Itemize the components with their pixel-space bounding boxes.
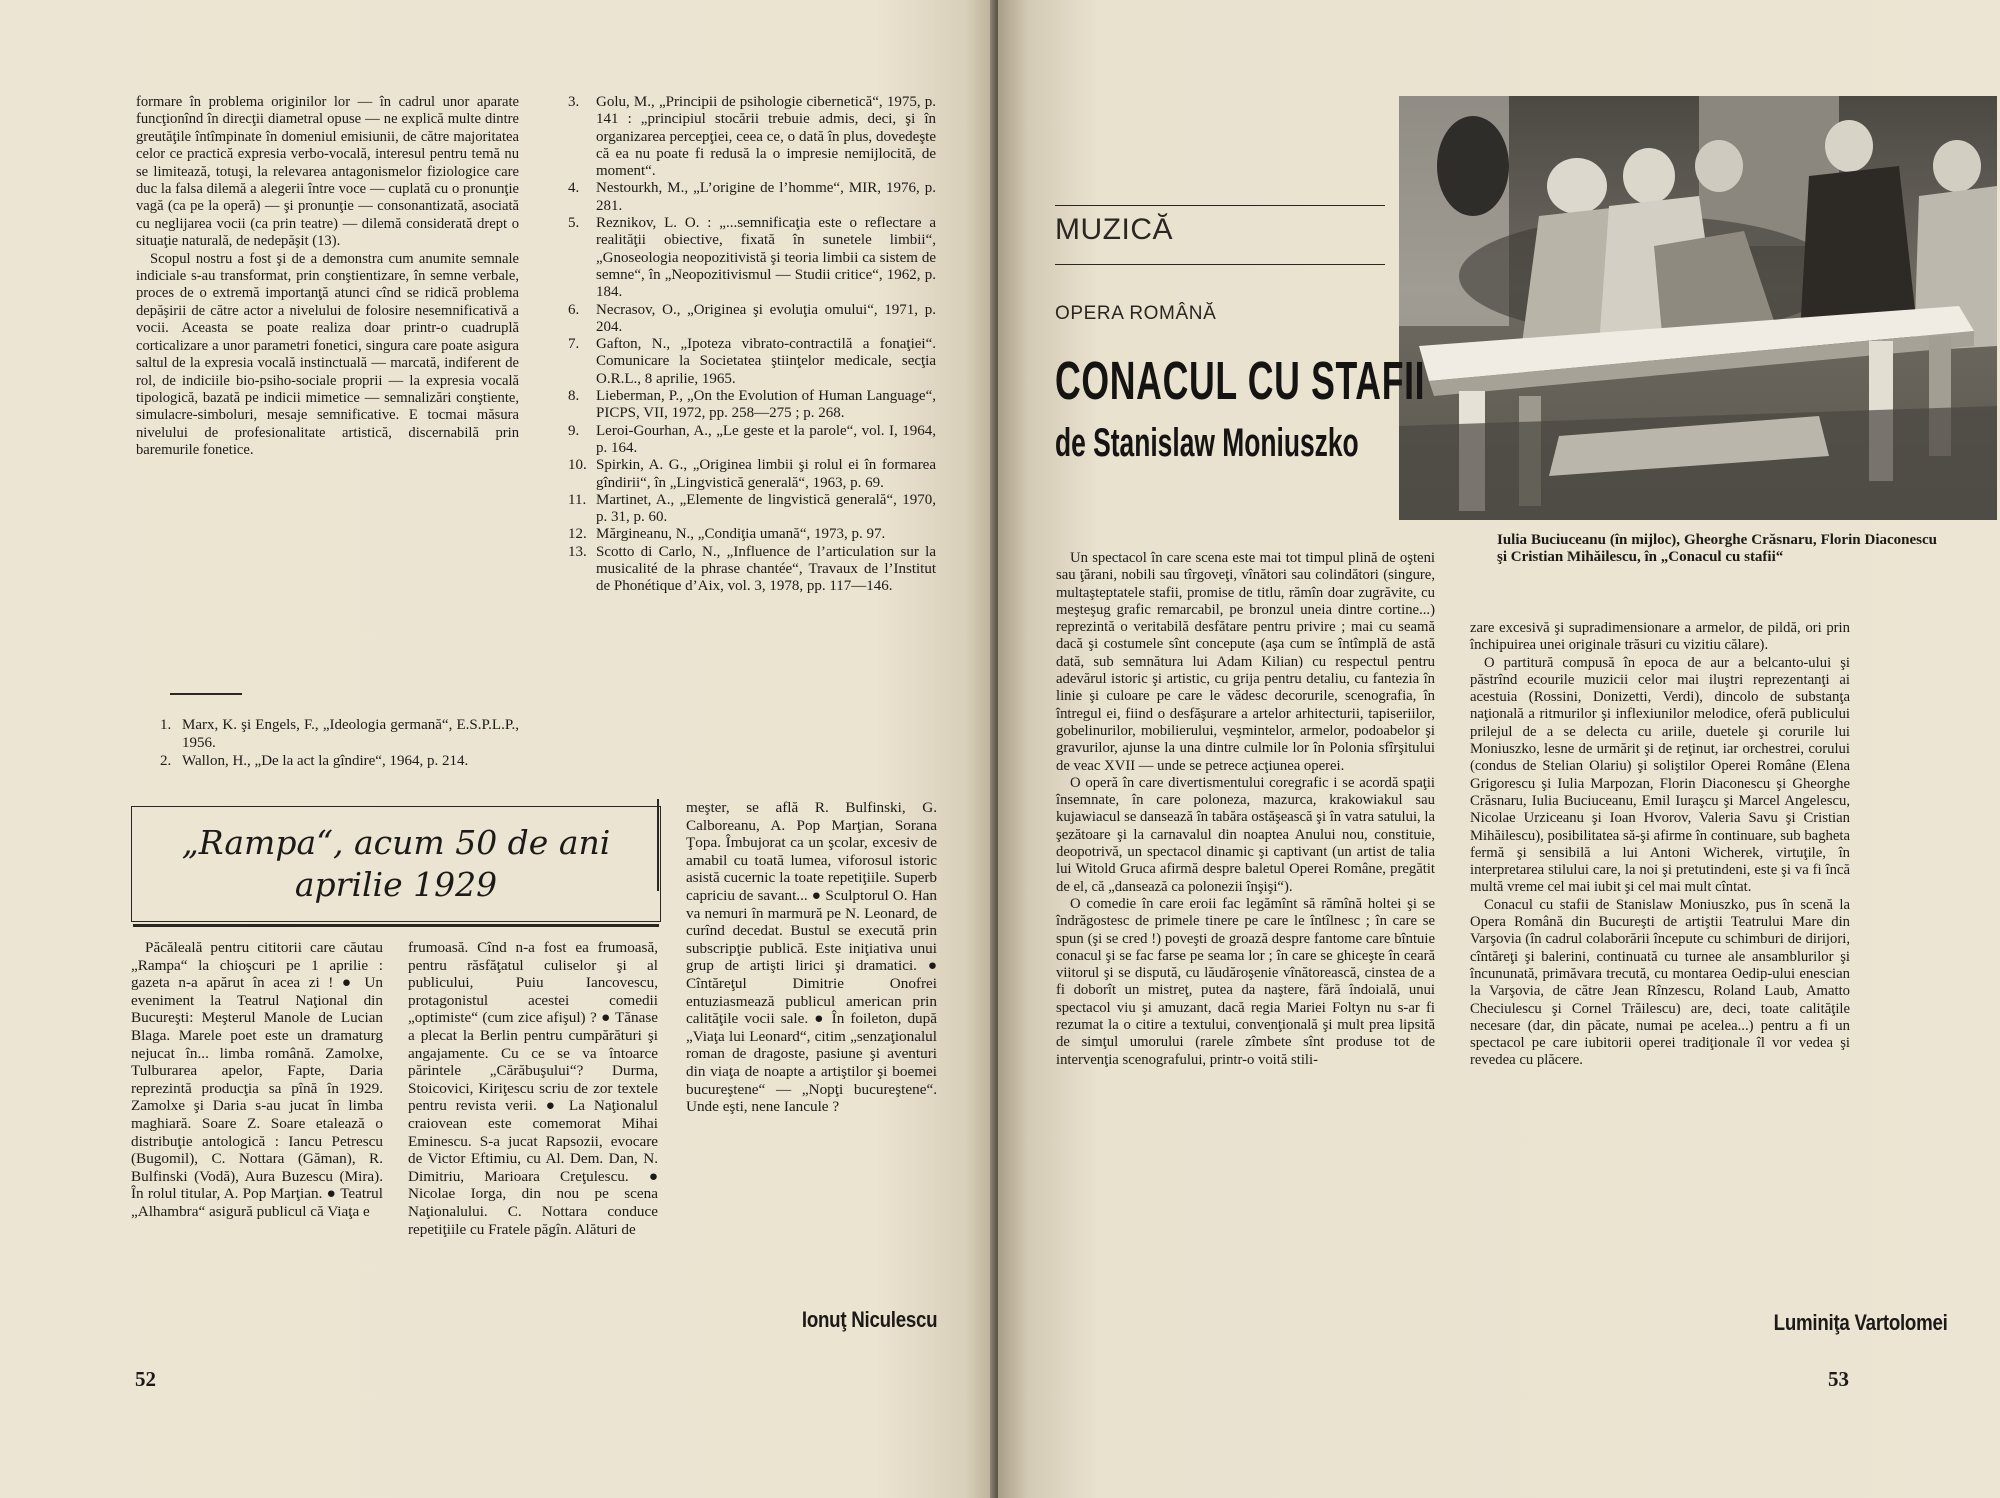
paragraph: Păcăleală pentru cititorii care căutau „Rampa“ la chioşcuri pe 1 aprilie : gazeta n-a apărut în acea zi ! ● Un eveniment la Teatrul Naţional din Bucureşti: Meşterul Manole de Lucian Blaga. Marele poet este un dramaturg nejucat în... limba română. Zamolxe, Tulburarea apelor, Fapte, Daria reprezintă producţia sa pînă în 1929. Zamolxe şi Daria s-au jucat în limba maghiară. Soare Z. Soare etalează o distribuţie antologică : Iancu Petrescu (Bugomil), C. Nottara (Găman), R. Bulfinski (Vodă), Aura Buzescu (Mira). În rolul titular, A. Pop Marţian. ● Teatrul „Alhambra“ asigură publicul că Viaţa e [131,939,383,1220]
vertical-rule [657,799,659,891]
rampa-title-box [131,806,661,922]
article-column-1 [1056,550,1435,1069]
footnote: 3. Golu, M., „Principii de psihologie cibernetică“, 1975, p. 141 : „principiul stocării trebuie admis, deci, şi în organizarea percepţiei, ceea ce, o dată în plus, dovedeşte că ea nu poate fi redusă la o impresie nemijlocită, de moment“. [568,94,936,180]
paragraph: Conacul cu stafii de Stanislaw Moniuszko, pus în scenă la Opera Română din Bucureşti de artiştii Teatrului Mare din Varşovia (în cadrul colaborării începute cu schimburi de dirijori, cîntăreţi şi balerini, continuată cu turnee ale ansamblurilor şi încununată, primăvara trecută, cu montarea Oedip-ului enescian la Varşovia, de către Jean Rînzescu, Roland Laub, Amatto Checiulescu şi Cornel Trăilescu) are, deci, toate calităţile necesare (dar, din păcate, numai pe acelea...) pentru a fi un spectacol pe care iubitorii operei tradiţionale îl vor vedea şi revedea cu plăcere. [1470,896,1850,1069]
stage-scene-image [1399,96,1997,520]
footnote: 4. Nestourkh, M., „L’origine de l’homme“, MIR, 1976, p. 281. [568,180,936,214]
paragraph: formare în problema originilor lor — în cadrul unor aparate funcţionînd în direcţii diametral opuse — ne explică multe dintre greutăţile întîmpinate în domeniul emisiunii, de către majoritatea celor ce practică expresia verbo-vocală, interesul pentru temă nu se limitează, totuşi, la relevarea antagonismelor fiziologice care duc la falsa dilemă a alegerii între voce — cuplată cu o pronunţie vagă (ca pe la operă) — şi pronunţie — consonantizată, asociată cu neglijarea vocii (ca prin teatre) — dilemă considerată drept o situaţie naturală, de nedepăşit (13). [136,94,519,250]
right-page [998,0,2000,1498]
footnote: 9. Leroi-Gourhan, A., „Le geste et la parole“, vol. I, 1964, p. 164. [568,422,936,456]
photo-caption: Iulia Buciuceanu (în mijloc), Gheorghe Crăsnaru, Florin Diaconescu şi Cristian Mihăilescu, în „Conacul cu stafii“ [1497,532,1937,565]
footnote-separator [170,693,242,695]
article-column-1 [136,94,519,460]
paragraph: Scopul nostru a fost şi de a demonstra cum anumite semnale indiciale s-au transformat, prin conştientizare, în semne verbale, proces de o extremă importanţă atunci cînd se ridică problema depăşirii de către actor a nivelului de folosire nesemnificativă a vocii. Aceasta se poate realiza doar printr-o cuadruplă corticalizare a unor parametri fonetici, singura care poate asigura saltul de la expresia vocală instinctuală — marcată, indiferent de rol, de indiciile bio-psiho-sociale proprii — la expresia vocală tipologică, bazată pe indicii mimetice — semnalizări conştiente, simulacre-simboluri, mesaje semnificative. E tocmai măsura nivelului de profesionalitate artistică, discernabilă prin baremurile fonetice. [136,250,519,459]
article-column-2 [1470,620,1850,1070]
rampa-column-2 [408,939,658,1238]
footnote: 7. Gafton, N., „Ipoteza vibrato-contractilă a fonaţiei“. Comunicare la Societatea ştiinţelor medicale, secţia O.R.L., 8 aprilie, 1965. [568,336,936,387]
footnote: 8. Lieberman, P., „On the Evolution of Human Language“, PICPS, VII, 1972, pp. 258—275 ; p. 268. [568,388,936,422]
page-number: 53 [1828,1367,1849,1391]
footnote: 12. Mărgineanu, N., „Condiţia umană“, 1973, p. 97. [568,526,886,543]
footnotes-column-2 [568,94,936,596]
footnotes-column-1 [160,716,519,770]
section-rule-top [1055,205,1385,206]
page-number: 52 [135,1367,156,1391]
rampa-column-1 [131,939,383,1221]
article-title: CONACUL CU STAFII [1055,351,1426,411]
subsection-label: OPERA ROMÂNĂ [1055,303,1217,324]
rampa-date: aprilie 1929 [294,865,498,904]
rampa-title: „Rampa“, acum 50 de ani [181,823,611,862]
left-page [0,0,995,1498]
paragraph: meşter, se află R. Bulfinski, G. Calboreanu, A. Pop Marţian, Sorana Ţopa. Îmbujorat ca un şcolar, excesiv de amabil cu toată lumea, viforosul istoric asistă cucernic la toate repetiţiile. Superb capriciu de savant... ● Sculptorul O. Han va nemuri în marmură pe N. Leonard, de curînd decedat. Bustul se execută prin subscripţie publică. Este iniţiativa unui grup de artişti lirici şi dramatici. ● Cîntăreţul Dimitrie Onofrei entuziasmează publicul american prin calităţile vocii sale. ● În foileton, după „Viaţa lui Leonard“, citim „senzaţionalul roman de dragoste, pasiune şi aventuri din viaţa de noapte a artiştilor şi boemei bucureştene“ — „Nopţi bucureştene“. Unde eşti, nene Iancule ? [686,799,937,1116]
paragraph: frumoasă. Cînd n-a fost ea frumoasă, pentru răsfăţatul culiselor şi al publicului, Puiu Iancovescu, protagonistul acestei comedii „optimiste“ (cum zice afişul) ? ● Tănase a plecat la Berlin pentru cumpărături şi angajamente. Cu ce se va întoarce părintele „Cărăbuşului“? Durma, Stoicovici, Kiriţescu scriu de zor textele pentru revista verii. ● La Naţionalul craiovean este comemorat Mihai Eminescu. S-a jucat Rapsozii, evocare de Victor Eftimiu, cu Al. Dem. Dan, N. Dimitriu, Marioara Creţulescu. ● Nicolae Iorga, din nou pe scena Naţionalului. C. Nottara conduce repetiţiile cu Fratele păgîn. Alături de [408,939,658,1238]
paragraph: O comedie în care eroii fac legămînt să rămînă holtei şi se îndrăgostesc de primele tinere pe care le întîlnesc ; în care se spun (şi se cred !) poveşti de groază despre fantome care bîntuie conacul şi se fac farse pe seama lor ; în care se ghiceşte în ceară viitorul şi se dispută, cu lăudăroşenie vînătorească, cinstea de a fi doborît un mistreţ, putea da naştere, fără îndoială, unui spectacol viu şi amuzant, dacă regia Mariei Foltyn nu s-ar fi rezumat la o citire a textului, convenţională şi mult prea lipsită de simţul umorului (rarele zîmbete sînt produse tot de intervenţia scenografului, printr-o voită stili- [1056,895,1435,1068]
footnote: 1. Marx, K. şi Engels, F., „Ideologia germană“, E.S.P.L.P., 1956. [160,717,519,751]
performance-photo [1399,96,1997,520]
paragraph: zare excesivă şi supradimensionare a armelor, de pildă, ori prin închipuirea unei originale trăsuri cu vizitiu călare). [1470,620,1850,654]
footnote: 13. Scotto di Carlo, N., „Influence de l’articulation sur la musicalité de la phrase chantée“, Travaux de l’Institut de Phonétique d’Aix, vol. 3, 1978, pp. 117—146. [568,543,936,595]
paragraph: Un spectacol în care scena este mai tot timpul plină de oşteni sau ţărani, nobili sau tîrgoveţi, vînători sau colindători (singure, multaşteptatele stafii, promise de titlu, rămîn doar zugrăvite, cu meşteşug grafic remarcabil, pe bronzul uneia dintre cortine...) reprezintă o veritabilă desfătare pentru privire ; mai cu seamă dacă şi costumele sînt concepute (aşa cum se întîmplă de astă dată, sub semnătura lui Adam Kilian) cu respectul pentru adevărul istoric şi artistic, cu grija pentru detaliu, cu fantezia în linie şi culoare pe care le vădesc decorurile, scenografia, în întregul ei, fiind o desfăşurare a artelor arhitecturii, tapiseriilor, gobelinurilor, mobilierului, veşmintelor, armelor, podoabelor şi gravurilor, ajunse la una dintre culmile lor în Polonia sfîrşitului de veac XVII — unde se petrece acţiunea operei. [1056,550,1435,774]
rampa-author: Ionuţ Niculescu [801,1307,937,1332]
footnote: 2. Wallon, H., „De la act la gîndire“, 1964, p. 214. [160,753,469,769]
rampa-column-3 [686,799,937,1116]
footnote: 11. Martinet, A., „Elemente de lingvistică generală“, 1970, p. 31, p. 60. [568,491,936,526]
paragraph: O operă în care divertismentului coregrafic i se acordă spaţii însemnate, în care poloneza, mazurca, krakowiakul sau kujawiacul se dansează în tabăra ostăşească şi în vatra satului, la şezătoare şi la carnavalul din noaptea Anului nou, constituie, deopotrivă, un spectacol dinamic şi captivant (un artist de talia lui Witold Gruca afirmă despre baletul Operei Române, pregătit de el, că „dansează ca polonezii înşişi“). [1056,774,1435,895]
footnote: 6. Necrasov, O., „Originea şi evoluţia omului“, 1971, p. 204. [568,301,936,335]
section-rule-bottom [1055,264,1385,265]
section-label: MUZICĂ [1055,213,1173,246]
box-shadow-rule [133,924,659,927]
footnote: 5. Reznikov, L. O. : „...semnificaţia este o reflectare a realităţii obiective, fixată în sunetele limbii“, „Gnoseologia neopozitivistă şi teoria limbii ca sistem de semne“, în „Neopozitivismul — Studii critice“, 1962, p. 184. [568,215,936,301]
footnote: 10. Spirkin, A. G., „Originea limbii şi rolul ei în formarea gîndirii“, în „Lingvistică generală“, 1963, p. 69. [568,457,936,491]
article-author: Luminiţa Vartolomei [1774,1310,1948,1335]
paragraph: O partitură compusă în epoca de aur a belcanto-ului şi păstrînd ecourile muzicii celor mai iluştri reprezentanţi ai acestuia (Rossini, Donizetti, Verdi), dincolo de substanţa naţională a ritmurilor şi inflexiunilor melodice, oferă publicului prilejul de a se delecta cu ariile, duetele şi corurile lui Moniuszko, lesne de urmărit şi de reţinut, iar orchestrei, corului (condus de Stelian Olariu) şi soliştilor Operei Române (Elena Grigorescu şi Iulia Marpozan, Florin Diaconescu şi Gheorghe Crăsnaru, Iulia Buciuceanu, Emil Iuraşcu şi Marcel Angelescu, Nicolae Urziceanu şi Ioan Hvorov, Valeria Savu şi Cristian Mihăilescu), posibilitatea să-şi afirme în continuare, sub bagheta fermă şi sensibilă a lui Antoni Wicherek, virtuţile, în interpretarea stilului care, la noi şi pretutindeni, este şi va fi încă multă vreme cel mai iubit şi cel mai mult cîntat. [1470,654,1850,896]
article-byline: de Stanislaw Moniuszko [1055,421,1359,465]
